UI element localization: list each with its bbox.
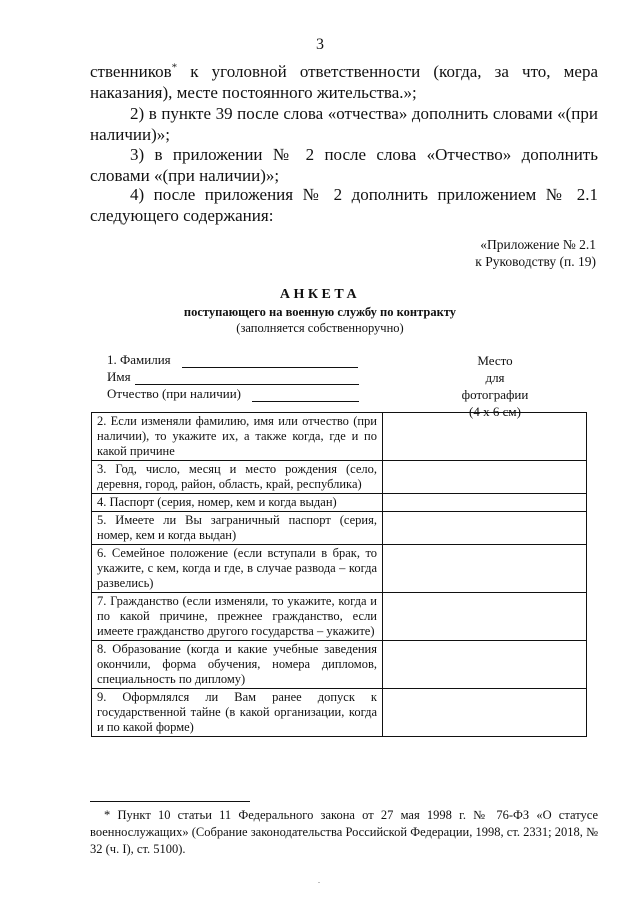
answer-cell[interactable] [383, 512, 587, 545]
table-row [92, 413, 587, 461]
answer-cell[interactable] [383, 494, 587, 512]
footnote-text: Пункт 10 статьи 11 Федерального закона от 27 мая 1998 г. № 76-ФЗ «О статусе военнослужащих» (Собрание законодательства Российской Федерации, 1998, ст. 2331; 2018, № 32 (ч. I), ст. 5100). [90, 808, 598, 856]
table-row [92, 545, 587, 593]
footnote [90, 807, 598, 858]
answer-cell[interactable] [383, 413, 587, 461]
question-cell: 3. Год, число, месяц и место рождения (село, деревня, город, район, область, край, республика) [92, 461, 383, 494]
paragraph-continuation-start: ственников [90, 62, 172, 81]
answer-cell[interactable] [383, 593, 587, 641]
photo-placeholder [420, 352, 570, 420]
form-title: АНКЕТА [279, 287, 361, 302]
answer-cell[interactable] [383, 461, 587, 494]
footnote-separator [90, 801, 250, 802]
question-cell: 2. Если изменяли фамилию, имя или отчество (при наличии), то укажите их, а также когда, где и по какой причине [92, 413, 383, 461]
paragraph-item-4: 4) после приложения № 2 дополнить приложением № 2.1 следующего содержания: [90, 185, 598, 225]
answer-cell[interactable] [383, 641, 587, 689]
question-cell: 9. Оформлялся ли Вам ранее допуск к государственной тайне (в какой организации, когда и по какой форме) [92, 689, 383, 737]
question-cell: 7. Гражданство (если изменяли, то укажите, когда и по какой причине, прежнее гражданство, если имеете гражданство другого государства – укажите) [92, 593, 383, 641]
answer-cell[interactable] [383, 689, 587, 737]
surname-label: 1. Фамилия [107, 352, 171, 367]
table-row [92, 494, 587, 512]
question-cell: 6. Семейное положение (если вступали в брак, то укажите, с кем, когда и где, в случае развода – когда развелись) [92, 545, 383, 593]
table-row [92, 641, 587, 689]
table-row [92, 512, 587, 545]
appendix-line-2: к Руководству (п. 19) [475, 254, 596, 269]
footnote-marker: * [171, 61, 178, 74]
photo-line-2: для [485, 370, 505, 385]
question-cell: 4. Паспорт (серия, номер, кем и когда выдан) [92, 494, 383, 512]
questionnaire-table [91, 412, 587, 737]
footnote-star: * [104, 808, 111, 822]
surname-input-line[interactable] [182, 367, 358, 368]
appendix-reference [0, 236, 596, 270]
question-cell: 5. Имеете ли Вы заграничный паспорт (серия, номер, кем и когда выдан) [92, 512, 383, 545]
form-subtitle: поступающего на военную службу по контракту [183, 305, 457, 319]
photo-line-4: (4 х 6 см) [469, 404, 521, 419]
paragraph-item-2: 2) в пункте 39 после слова «отчества» дополнить словами «(при наличии)»; [90, 104, 598, 144]
table-row [92, 593, 587, 641]
name-label: Имя [107, 369, 131, 384]
paragraph-item-3: 3) в приложении № 2 после слова «Отчество» дополнить словами «(при наличии)»; [90, 145, 598, 185]
name-input-line[interactable] [135, 384, 359, 385]
scan-mark: . [318, 876, 320, 885]
page-number: 3 [316, 36, 324, 53]
table-row [92, 689, 587, 737]
appendix-line-1: «Приложение № 2.1 [480, 237, 596, 252]
patronymic-label: Отчество (при наличии) [107, 386, 242, 401]
paragraph-continuation-rest: к уголовной ответственности (когда, за что, мера наказания), месте постоянного жительства.»; [90, 62, 598, 102]
patronymic-input-line[interactable] [252, 401, 359, 402]
answer-cell[interactable] [383, 545, 587, 593]
photo-line-1: Место [477, 353, 513, 368]
photo-line-3: фотографии [461, 387, 529, 402]
form-note: (заполняется собственноручно) [236, 321, 404, 335]
question-cell: 8. Образование (когда и какие учебные заведения окончили, форма обучения, номера дипломов, специальность по диплому) [92, 641, 383, 689]
paragraph-continuation [90, 62, 598, 103]
table-row [92, 461, 587, 494]
